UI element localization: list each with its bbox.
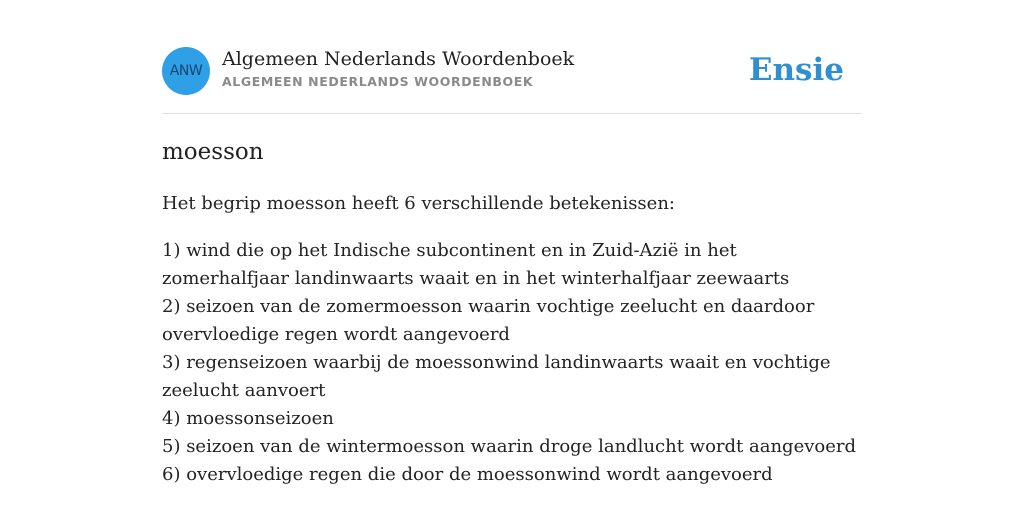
- meaning-item: 1) wind die op het Indische subcontinent en in Zuid-Azië in het zomerhalfjaar landinwaarts waait en in het winterhalfjaar zeewaarts: [162, 240, 790, 289]
- meanings-list: [162, 237, 862, 489]
- source-subtitle: ALGEMEEN NEDERLANDS WOORDENBOEK: [222, 74, 534, 89]
- ensie-brand-logo[interactable]: Ensie: [748, 52, 844, 88]
- meaning-item: 6) overvloedige regen die door de moessonwind wordt aangevoerd: [162, 464, 773, 485]
- source-header: [162, 46, 862, 96]
- anw-logo[interactable]: [162, 47, 210, 95]
- logo-text: ANW: [169, 63, 203, 79]
- meaning-item: 5) seizoen van de wintermoesson waarin droge landlucht wordt aangevoerd: [162, 436, 857, 457]
- meaning-item: 3) regenseizoen waarbij de moessonwind landinwaarts waait en vochtige zeelucht aanvoert: [162, 352, 831, 401]
- entry-intro: Het begrip moesson heeft 6 verschillende betekenissen:: [162, 193, 675, 214]
- entry-term: moesson: [162, 139, 264, 165]
- source-title[interactable]: Algemeen Nederlands Woordenboek: [222, 48, 575, 70]
- meaning-item: 4) moessonseizoen: [162, 408, 334, 429]
- page: [162, 0, 862, 512]
- meaning-item: 2) seizoen van de zomermoesson waarin vochtige zeelucht en daardoor overvloedige regen wordt aangevoerd: [162, 296, 815, 345]
- header-divider: [162, 113, 862, 114]
